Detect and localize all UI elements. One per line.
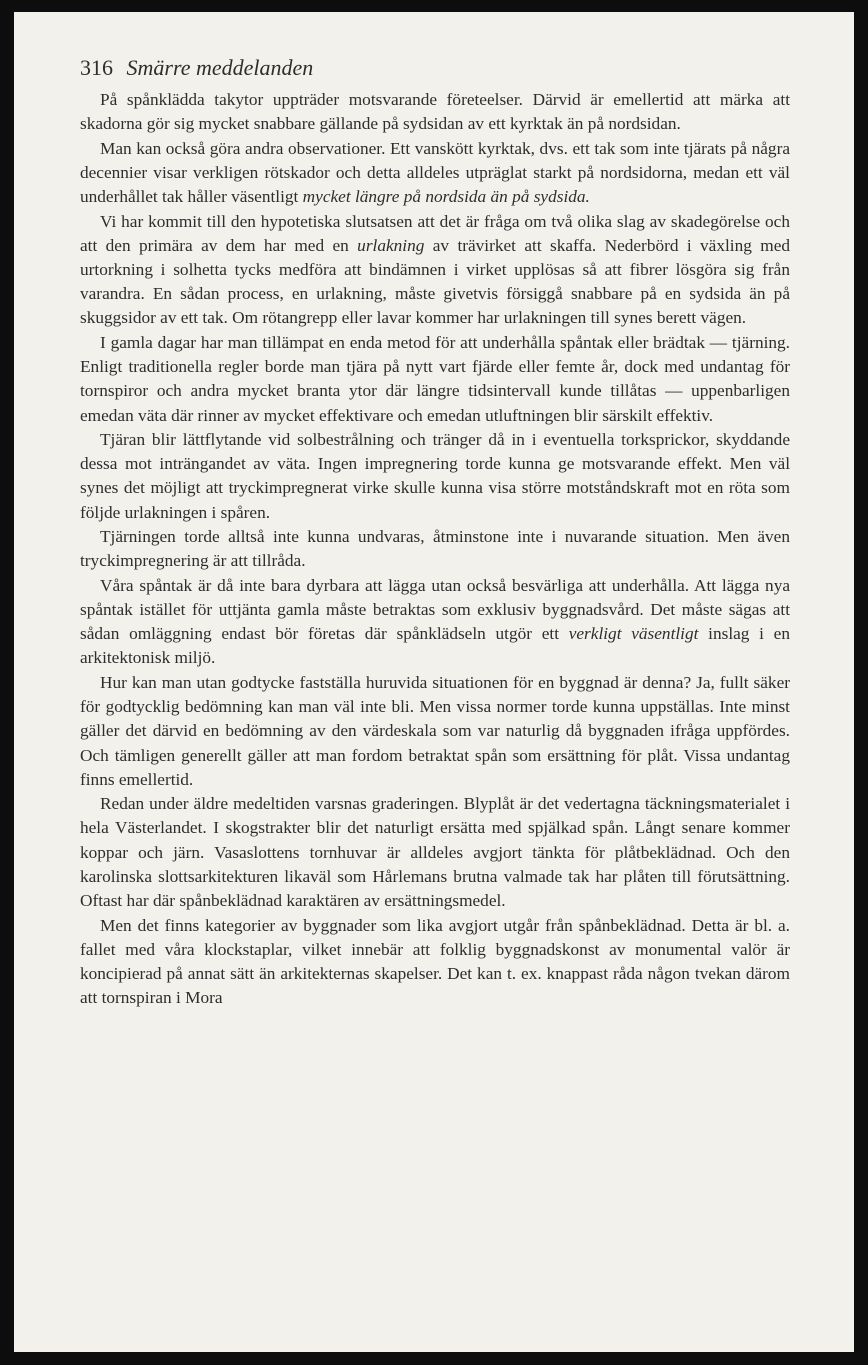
paragraph: Hur kan man utan godtycke fastställa huruvida situationen för en byggnad är denna? Ja, fullt säker för godtycklig bedömning kan man väl inte bli. Men vissa normer torde kunna uppställas. Inte minst gäller det därvid en bedömning av den värdeskala som var naturlig då byggnaden ifråga uppfördes. Och tämligen generellt gäller att man fordom betraktat spån som ersättning för plåt. Vissa undantag finns emellertid.: [80, 672, 790, 789]
book-page: [14, 12, 854, 1352]
paragraph: Våra spåntak är då inte bara dyrbara att lägga utan också besvärliga att underhålla. Att lägga nya spåntak istället för uttjänta gamla måste betraktas som exklusiv byggnadsvård. Det måste sägas att sådan omläggning endast bör företas där spånklädseln utgör ett verkligt väsentligt inslag i en arkitektonisk miljö.: [80, 575, 790, 668]
emphasis: mycket längre på nordsida än på sydsida.: [302, 187, 590, 207]
section-title: Smärre meddelanden: [126, 55, 314, 80]
running-header: [80, 54, 313, 82]
paragraph: Tjäran blir lättflytande vid solbestrålning och tränger då in i eventuella torksprickor, skyddande dessa mot inträngandet av väta. Ingen impregnering torde kunna ge motsvarande effekt. Men väl synes det möjligt att tryckimpregnerat virke skulle kunna visa större motståndskraft mot en röta som följde urlakningen i spåren.: [80, 430, 790, 522]
emphasis: verkligt väsentligt: [568, 624, 699, 644]
paragraph: I gamla dagar har man tillämpat en enda metod för att underhålla spåntak eller brädtak — tjärning. Enligt traditionella regler borde man tjära på nytt vart fjärde eller femte år, dock med undantag för tornspiror och andra mycket branta ytor där längre tidsintervall kunde tillåtas — uppenbarligen emedan väta där rinner av mycket effektivare och emedan utluftningen blir särskilt effektiv.: [80, 332, 790, 425]
paragraph: Men det finns kategorier av byggnader som lika avgjort utgår från spånbeklädnad. Detta är bl. a. fallet med våra klockstaplar, vilket innebär att folklig byggnadskonst av monumental valör är koncipierad på annat sätt än arkitekternas skapelser. Det kan t. ex. knappast råda någon tvekan därom att tornspiran i Mora: [80, 915, 790, 1008]
paragraph: Man kan också göra andra observationer. Ett vanskött kyrktak, dvs. ett tak som inte tjärats på några decennier visar verkligen rötskador och detta alldeles utpräglat starkt på nordsidorna, medan ett väl underhållet tak håller väsentligt mycket längre på nordsida än på sydsida.: [80, 138, 790, 207]
paragraph: Redan under äldre medeltiden varsnas graderingen. Blyplåt är det vedertagna täckningsmaterialet i hela Västerlandet. I skogstrakter blir det naturligt ersätta med spjälkad spån. Långt senare kommer koppar och järn. Vasaslottens tornhuvar är alldeles avgjort tänkta för plåtbeklädnad. Och den karolinska slottsarkitekturen likaväl som Hårlemans brutna valmade tak har plåten till förutsättning. Oftast har där spånbeklädnad karaktären av ersättningsmedel.: [80, 794, 790, 911]
page-number: 316: [80, 55, 113, 80]
paragraph: Tjärningen torde alltså inte kunna undvaras, åtminstone inte i nuvarande situation. Men även tryckimpregnering är att tillråda.: [80, 527, 790, 571]
paragraph: Vi har kommit till den hypotetiska slutsatsen att det är fråga om två olika slag av skadegörelse och att den primära av dem har med en urlakning av trävirket att skaffa. Nederbörd i växling med urtorkning i solhetta tycks medföra att bindämnen i virket upplösas så att fibrer lösgöra sig från varandra. En sådan process, en urlakning, måste givetvis försiggå snabbare på en sydsida än på skuggsidor av ett tak. Om rötangrepp eller lavar kommer har urlakningen till synes berett vägen.: [80, 211, 791, 328]
paragraph: På spånklädda takytor uppträder motsvarande företeelser. Därvid är emellertid att märka att skadorna gör sig mycket snabbare gällande på sydsidan av ett kyrktak än på nordsidan.: [80, 90, 790, 134]
body-text: [80, 88, 790, 1010]
emphasis: urlakning: [357, 235, 425, 255]
